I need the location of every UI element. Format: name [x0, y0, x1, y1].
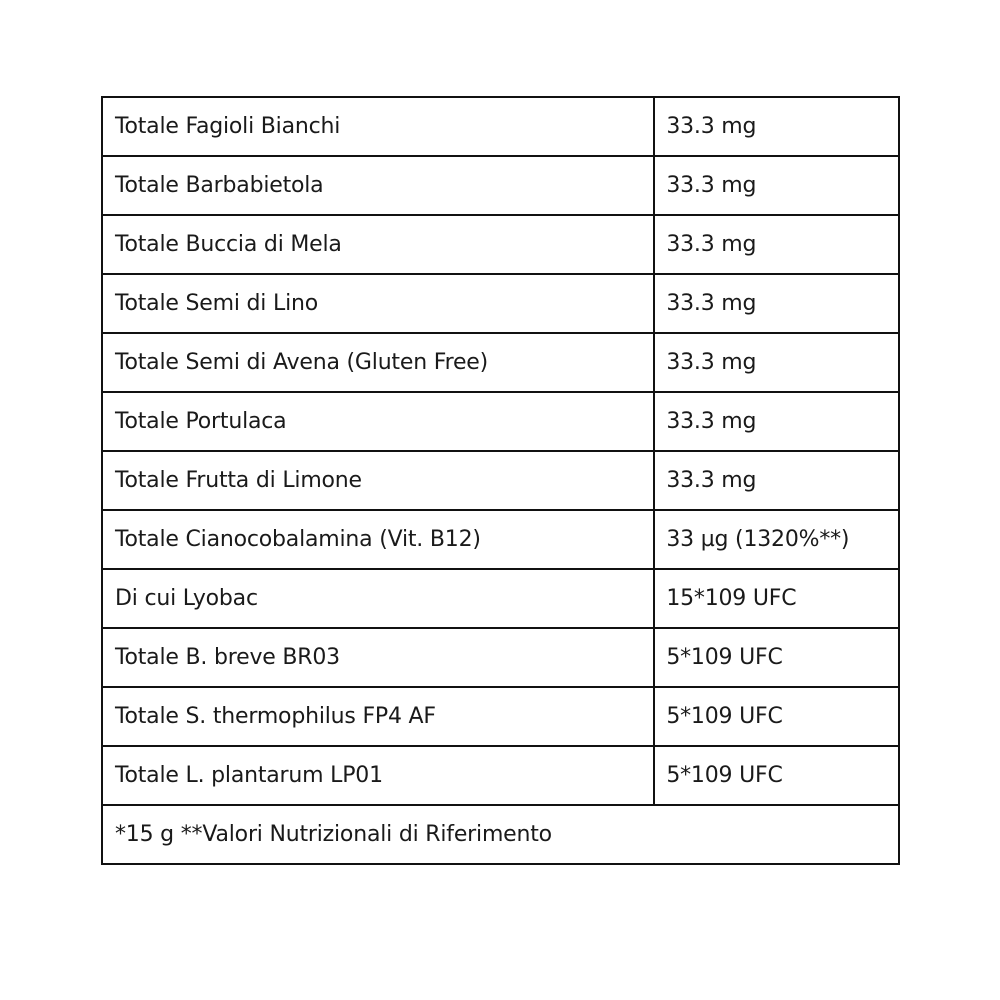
- ingredient-name-cell: Di cui Lyobac: [102, 569, 654, 628]
- ingredient-value-cell: 33.3 mg: [654, 156, 899, 215]
- ingredient-value-cell: 33.3 mg: [654, 215, 899, 274]
- ingredient-value-cell: 33.3 mg: [654, 97, 899, 156]
- ingredient-value-cell: 33 µg (1320%**): [654, 510, 899, 569]
- ingredient-value-cell: 5*109 UFC: [654, 687, 899, 746]
- ingredient-value-cell: 5*109 UFC: [654, 746, 899, 805]
- ingredient-name-cell: Totale L. plantarum LP01: [102, 746, 654, 805]
- table-row: [102, 687, 899, 746]
- table-row: [102, 628, 899, 687]
- ingredient-name-cell: Totale Barbabietola: [102, 156, 654, 215]
- ingredient-name-cell: Totale Frutta di Limone: [102, 451, 654, 510]
- ingredient-value-cell: 15*109 UFC: [654, 569, 899, 628]
- ingredient-value-cell: 33.3 mg: [654, 451, 899, 510]
- table-row: [102, 215, 899, 274]
- ingredient-name-cell: Totale Semi di Lino: [102, 274, 654, 333]
- table-row: [102, 569, 899, 628]
- ingredient-name-cell: Totale Fagioli Bianchi: [102, 97, 654, 156]
- ingredient-name-cell: Totale B. breve BR03: [102, 628, 654, 687]
- ingredient-value-cell: 33.3 mg: [654, 333, 899, 392]
- table-row: [102, 392, 899, 451]
- footnote-cell: *15 g **Valori Nutrizionali di Riferimento: [102, 805, 899, 864]
- nutrition-table: [101, 96, 900, 865]
- table-row: [102, 156, 899, 215]
- table-row: [102, 274, 899, 333]
- ingredient-name-cell: Totale Semi di Avena (Gluten Free): [102, 333, 654, 392]
- ingredient-value-cell: 5*109 UFC: [654, 628, 899, 687]
- ingredient-value-cell: 33.3 mg: [654, 392, 899, 451]
- ingredient-value-cell: 33.3 mg: [654, 274, 899, 333]
- nutrition-table-body: [102, 97, 899, 864]
- ingredient-name-cell: Totale Buccia di Mela: [102, 215, 654, 274]
- table-row: [102, 97, 899, 156]
- ingredient-name-cell: Totale Portulaca: [102, 392, 654, 451]
- table-row: [102, 746, 899, 805]
- table-row: [102, 510, 899, 569]
- table-row: [102, 451, 899, 510]
- table-row: [102, 333, 899, 392]
- ingredient-name-cell: Totale Cianocobalamina (Vit. B12): [102, 510, 654, 569]
- ingredient-name-cell: Totale S. thermophilus FP4 AF: [102, 687, 654, 746]
- footnote-row: [102, 805, 899, 864]
